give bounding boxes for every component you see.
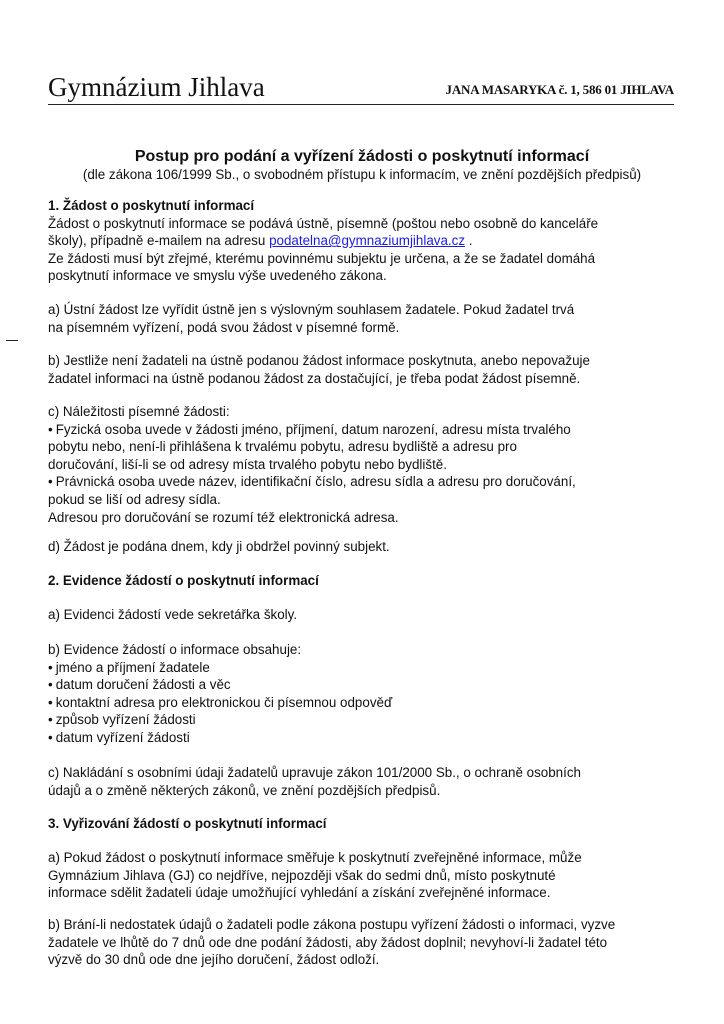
paragraph-line: a) Pokud žádost o poskytnutí informace směřuje k poskytnutí zveřejněné informace, může xyxy=(48,850,582,865)
section-2-heading: 2. Evidence žádostí o poskytnutí informací xyxy=(48,573,319,588)
section-1-heading: 1. Žádost o poskytnutí informací xyxy=(48,198,255,213)
paragraph-line: b) Evidence žádostí o informace obsahuje: xyxy=(48,642,302,657)
section-1-d xyxy=(48,538,688,556)
section-3-heading-block xyxy=(48,815,688,833)
section-1-c xyxy=(48,403,688,526)
paragraph-line: Adresou pro doručování se rozumí též elektronická adresa. xyxy=(48,509,399,525)
section-2-a xyxy=(48,606,688,624)
section-2-b xyxy=(48,641,688,747)
paragraph-line xyxy=(48,232,688,250)
paragraph-line: Žádost o poskytnutí informace se podává ústně, písemně (poštou nebo osobně do kanceláře xyxy=(48,215,599,231)
paragraph-line: pobytu nebo, není-li přihlášena k trvalému pobytu, adresu bydliště a adresu pro xyxy=(48,439,517,455)
paragraph-line: výzvě do 30 dnů ode dne jejího doručení, žádost odloží. xyxy=(48,952,380,968)
paragraph-line: poskytnutí informace ve smyslu výše uvedeného zákona. xyxy=(48,268,387,284)
section-1-a xyxy=(48,301,688,336)
list-item: • datum vyřízení žádosti xyxy=(48,729,688,747)
paragraph-line: b) Brání-li nedostatek údajů o žadateli podle zákona postupu vyřízení žádosti o informaci, vyzve xyxy=(48,917,616,932)
paragraph-line: žadatel informaci na ústně podanou žádost za dostačující, je třeba podat žádost písemně. xyxy=(48,370,581,386)
list-item: • jméno a příjmení žadatele xyxy=(48,659,688,677)
document-title: Postup pro podání a vyřízení žádosti o poskytnutí informací xyxy=(134,148,590,165)
paragraph-line: na písemném vyřízení, podá svou žádost v písemné formě. xyxy=(48,319,400,335)
paragraph-line: údajů a o změně některých zákonů, ve znění pozdějších předpisů. xyxy=(48,782,441,798)
section-1 xyxy=(48,197,688,285)
paragraph-line: pokud se liší od adresy sídla. xyxy=(48,491,221,507)
section-2-heading-block xyxy=(48,572,688,590)
paragraph-line: informace sdělit žadateli údaje umožňující vyhledání a získání zveřejněné informace. xyxy=(48,885,551,901)
section-2-c xyxy=(48,764,688,799)
text: . xyxy=(465,233,473,249)
paragraph-line: c) Nakládání s osobními údaji žadatelů upravuje zákon 101/2000 Sb., o ochraně osobních xyxy=(48,765,581,780)
list-item: • kontaktní adresa pro elektronickou či písemnou odpověď xyxy=(48,694,688,712)
section-3-heading: 3. Vyřizování žádostí o poskytnutí informací xyxy=(48,816,327,831)
bullet-line: • Fyzická osoba uvede v žádosti jméno, příjmení, datum narození, adresu místa trvalého xyxy=(48,421,688,439)
section-3-a xyxy=(48,849,688,902)
email-link[interactable]: podatelna@gymnaziumjihlava.cz xyxy=(269,233,466,249)
list-item: • způsob vyřízení žádosti xyxy=(48,711,688,729)
paragraph-line: žadatele ve lhůtě do 7 dnů ode dne podání žádosti, aby žádost doplnil; nevyhoví-li žadatel této xyxy=(48,934,608,950)
bullet-line: • Právnická osoba uvede název, identifikační číslo, adresu sídla a adresu pro doručování, xyxy=(48,473,688,491)
school-name: Gymnázium Jihlava xyxy=(48,72,265,102)
margin-mark xyxy=(6,340,18,341)
paragraph-line: doručování, liší-li se od adresy místa trvalého pobytu nebo bydliště. xyxy=(48,456,447,472)
section-3-b xyxy=(48,916,688,969)
document-subtitle: (dle zákona 106/1999 Sb., o svobodném přístupu k informacím, ve znění pozdějších předpisů) xyxy=(82,167,642,182)
text: školy), případně e-mailem na adresu xyxy=(48,233,270,249)
paragraph-line: b) Jestliže není žadateli na ústně podanou žádost informace poskytnuta, anebo nepovažuje xyxy=(48,353,590,368)
list-item: • datum doručení žádosti a věc xyxy=(48,676,688,694)
school-address: JANA MASARYKA č. 1, 586 01 JIHLAVA xyxy=(445,82,674,97)
paragraph-line: d) Žádost je podána dnem, kdy ji obdržel povinný subjekt. xyxy=(48,539,390,554)
paragraph-line: c) Náležitosti písemné žádosti: xyxy=(48,404,230,419)
paragraph-line: Ze žádosti musí být zřejmé, kterému povinnému subjektu je určena, a že se žadatel domáhá xyxy=(48,250,596,266)
paragraph-line: Gymnázium Jihlava (GJ) co nejdříve, nejpozději však do sedmi dnů, místo poskytnuté xyxy=(48,867,556,883)
section-1-b xyxy=(48,352,688,387)
letterhead xyxy=(48,72,674,105)
paragraph-line: a) Evidenci žádostí vede sekretářka školy. xyxy=(48,607,298,622)
paragraph-line: a) Ústní žádost lze vyřídit ústně jen s výslovným souhlasem žadatele. Pokud žadatel trvá xyxy=(48,302,575,317)
